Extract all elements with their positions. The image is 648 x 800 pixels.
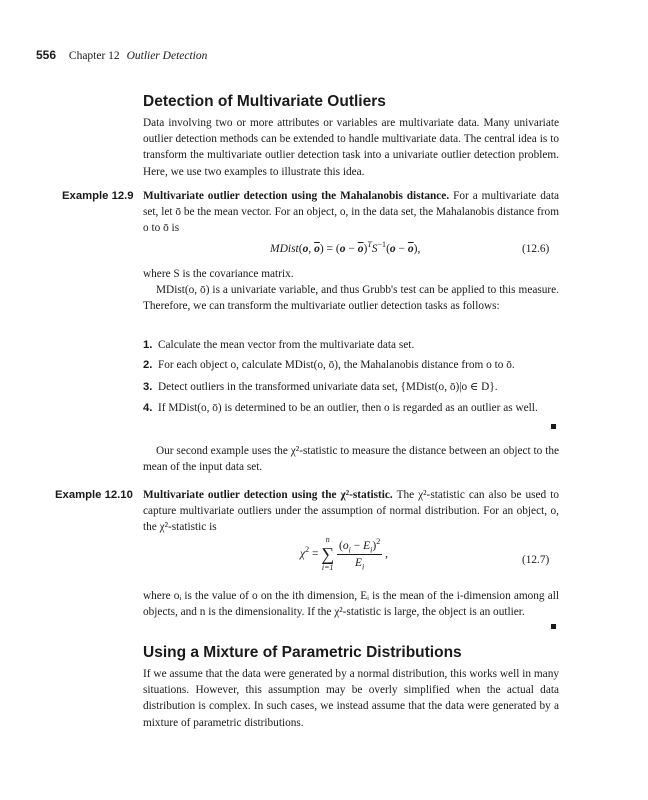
example-12-9-paragraph-2: MDist(o, ō) is a univariate variable, and thus Grubb's test can be applied to this measure. Therefore, we can transform the multivariate outlier detection tasks as follows: bbox=[143, 284, 559, 313]
example-12-10-label: Example 12.10 bbox=[55, 489, 133, 501]
example-12-10-lead bbox=[143, 487, 559, 536]
chapter-label: Chapter 12 bbox=[68, 50, 120, 62]
running-head bbox=[36, 47, 207, 64]
end-of-example-marker bbox=[551, 624, 556, 629]
end-of-example-marker bbox=[551, 424, 556, 429]
equation-12-7: $\chi^2$ = n ∑ i=1 $\frac{(o_i - E_i)^2}{E_i}$ , bbox=[300, 535, 388, 572]
example-12-10-lead-text: The χ²-statistic can also be used to capture multivariate outliers under the assumption of normal distribution. For an object, o, the χ²-statistic is bbox=[143, 489, 559, 534]
section-intro-paragraph: Data involving two or more attributes or variables are multivariate data. Many univariate outlier detection methods can be extended to handle multivariate data. The central idea is to transform the multivariate outlier detection task into a univariate outlier detection problem. Here, we use two examples to illustrate this idea. bbox=[143, 117, 559, 178]
example-12-10-explanation: where oᵢ is the value of o on the ith dimension, Eᵢ is the mean of the i-dimension among all objects, and n is the dimensionality. If the χ²-statistic is large, the object is an outlier. bbox=[143, 590, 559, 619]
example-12-10-title: Multivariate outlier detection using the χ²-statistic. bbox=[143, 489, 393, 501]
list-item: 1. Calculate the mean vector from the multivariate data set. bbox=[143, 339, 415, 351]
list-item: 4. If MDist(o, ō) is determined to be an outlier, then o is regarded as an outlier as well. bbox=[143, 402, 538, 414]
list-item: 3. Detect outliers in the transformed univariate data set, {MDist(o, ō)|o ∈ D}. bbox=[143, 381, 498, 393]
bridge-paragraph: Our second example uses the χ²-statistic to measure the distance between an object to the mean of the input data set. bbox=[143, 445, 559, 474]
equation-number-12-7: (12.7) bbox=[522, 554, 550, 566]
chapter-title: Outlier Detection bbox=[126, 50, 208, 62]
example-12-9-lead bbox=[143, 188, 559, 237]
equation-12-6: MDist(o, $\overline{o}) = (o - \overline{o})^TS^{-1}(o - \overline{o})$, bbox=[270, 240, 421, 255]
example-12-9-label: Example 12.9 bbox=[62, 190, 134, 202]
list-item: 2. For each object o, calculate MDist(o, ō), the Mahalanobis distance from o to ō. bbox=[143, 359, 515, 371]
section-heading-mixture: Using a Mixture of Parametric Distributions bbox=[143, 644, 462, 661]
equation-number-12-6: (12.6) bbox=[522, 243, 550, 255]
example-12-9-lead-text: For a multivariate data set, let ō be the mean vector. For an object, o, in the data set, the Mahalanobis distance from o to ō is bbox=[143, 190, 560, 235]
example-12-9-title: Multivariate outlier detection using the Mahalanobis distance. bbox=[143, 190, 450, 202]
page-number: 556 bbox=[36, 48, 57, 62]
section-heading-multivariate: Detection of Multivariate Outliers bbox=[143, 93, 386, 110]
covariance-note: where S is the covariance matrix. bbox=[143, 268, 294, 280]
section-2-intro-paragraph: If we assume that the data were generated by a normal distribution, this works well in many situations. However, this assumption may be overly simplified when the actual data distribution is complex. In such cases, we instead assume that the data were generated by a mixture of parametric distributions. bbox=[143, 668, 559, 729]
